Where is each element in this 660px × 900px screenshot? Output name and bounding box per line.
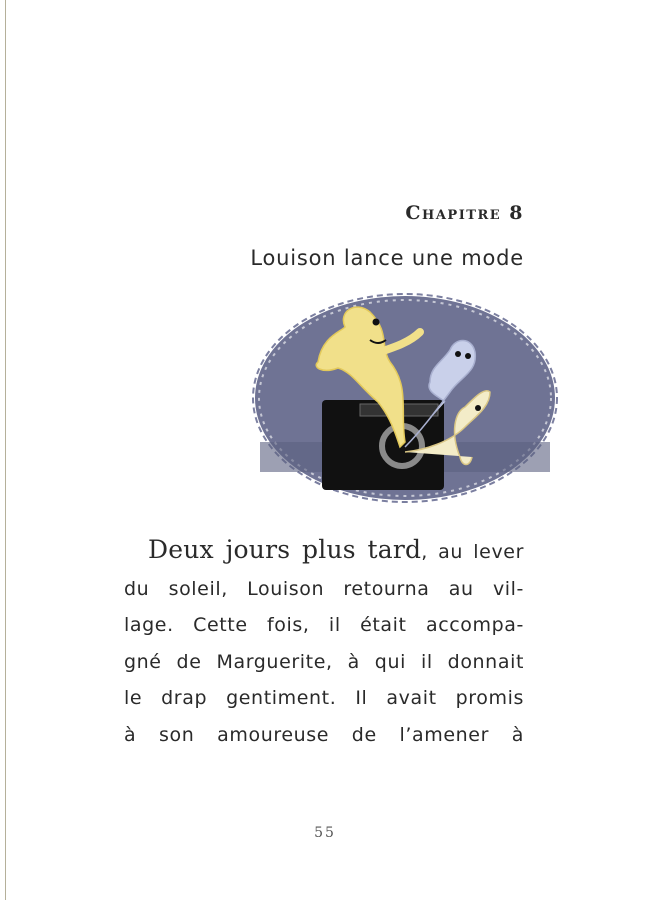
chapter-illustration <box>250 292 560 504</box>
body-line-4: gné de Marguerite, à qui il donnait <box>124 650 524 673</box>
body-line-3: lage. Cette fois, il était accompa- <box>124 614 524 636</box>
page-number: 55 <box>314 825 336 841</box>
page-edge-line <box>5 0 6 900</box>
body-paragraph <box>124 532 524 753</box>
body-line-6: à son amoureuse de l’amener à <box>124 723 524 746</box>
body-line-2: du soleil, Louison retourna au vil- <box>124 577 524 600</box>
washing-machine <box>322 400 444 490</box>
chapter-title: Louison lance une mode <box>250 246 524 270</box>
chapter-label: Chapitre 8 <box>405 202 524 224</box>
body-line-1: Deux jours plus tard, au lever <box>148 535 524 564</box>
lead-in: Deux jours plus tard <box>148 535 422 564</box>
body-line-5: le drap gentiment. Il avait promis <box>124 687 524 709</box>
